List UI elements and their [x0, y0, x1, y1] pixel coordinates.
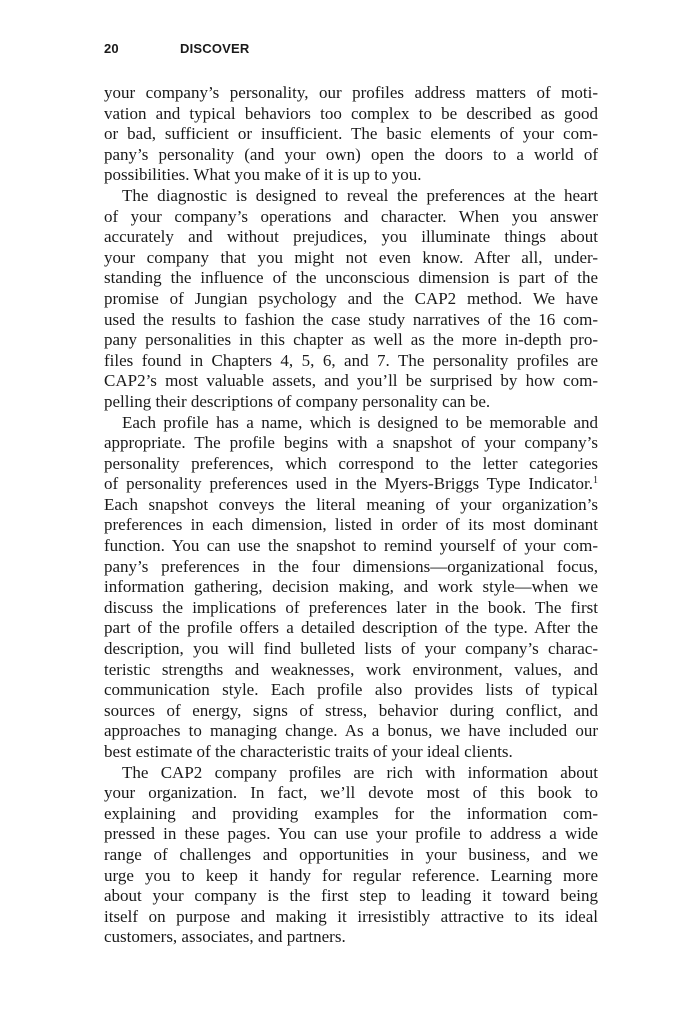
- text-line: your organization. In fact, we’ll devote most of this book to: [104, 783, 598, 803]
- text-line: part of the profile offers a detailed description of the type. After the: [104, 618, 598, 638]
- text-line: or bad, sufficient or insufficient. The basic elements of your com-: [104, 124, 598, 144]
- text-line: approaches to managing change. As a bonus, we have included our: [104, 721, 598, 741]
- text-line: discuss the implications of preferences later in the book. The first: [104, 597, 598, 617]
- section-title: DISCOVER: [180, 41, 250, 56]
- text-line: pressed in these pages. You can use your profile to address a wide: [104, 824, 598, 844]
- text-line: preferences in each dimension, listed in order of its most dominant: [104, 515, 598, 535]
- text-line: The CAP2 company profiles are rich with information about: [122, 762, 598, 782]
- text-line: personality preferences, which correspond to the letter categories: [104, 453, 598, 473]
- footnote-marker[interactable]: 1: [593, 475, 598, 487]
- text-line: files found in Chapters 4, 5, 6, and 7. The personality profiles are: [104, 350, 598, 370]
- paragraph: [104, 186, 598, 413]
- text-line: explaining and providing examples for the information com-: [104, 803, 598, 823]
- text-line: communication style. Each profile also provides lists of typical: [104, 680, 598, 700]
- text-line: The diagnostic is designed to reveal the preferences at the heart: [122, 185, 598, 205]
- text-line: sources of energy, signs of stress, behavior during conflict, and: [104, 700, 598, 720]
- text-line: vation and typical behaviors too complex to be described as good: [104, 103, 598, 123]
- text-line: pany personalities in this chapter as well as the more in-depth pro-: [104, 330, 598, 350]
- text-line: pelling their descriptions of company personality can be.: [104, 391, 491, 411]
- text-line: function. You can use the snapshot to remind yourself of your com-: [104, 536, 598, 556]
- body-text: [104, 83, 598, 948]
- text-line: pany’s preferences in the four dimensions—organizational focus,: [104, 556, 598, 576]
- text-line: CAP2’s most valuable assets, and you’ll be surprised by how com-: [104, 371, 598, 391]
- text-line: your company’s personality, our profiles address matters of moti-: [104, 83, 598, 102]
- text-line: appropriate. The profile begins with a snapshot of your company’s: [104, 433, 598, 453]
- text-line: customers, associates, and partners.: [104, 927, 346, 947]
- text-line: used the results to fashion the case study narratives of the 16 com-: [104, 309, 598, 329]
- text-line: Each snapshot conveys the literal meaning of your organization’s: [104, 494, 598, 514]
- page-number: 20: [104, 41, 119, 56]
- text-line: promise of Jungian psychology and the CAP2 method. We have: [104, 288, 598, 308]
- text-line: urge you to keep it handy for regular reference. Learning more: [104, 865, 598, 885]
- text-line: of your company’s operations and character. When you answer: [104, 206, 598, 226]
- text-line-with-footnote: [104, 474, 598, 495]
- text-line: of personality preferences used in the Myers-Briggs Type Indicator.: [104, 474, 593, 494]
- text-line: standing the influence of the unconscious dimension is part of the: [104, 268, 598, 288]
- text-line: Each profile has a name, which is designed to be memorable and: [122, 412, 598, 432]
- running-head: [104, 41, 250, 56]
- text-line: information gathering, decision making, and work style—when we: [104, 577, 598, 597]
- paragraph: [104, 763, 598, 948]
- text-line: range of challenges and opportunities in your business, and we: [104, 844, 598, 864]
- text-line: possibilities. What you make of it is up to you.: [104, 165, 422, 185]
- text-line: description, you will find bulleted lists of your company’s charac-: [104, 639, 598, 659]
- text-line: your company that you might not even know. After all, under-: [104, 247, 598, 267]
- text-line: accurately and without prejudices, you illuminate things about: [104, 227, 598, 247]
- text-line: about your company is the first step to leading it toward being: [104, 886, 598, 906]
- text-line: best estimate of the characteristic traits of your ideal clients.: [104, 742, 513, 761]
- text-line: teristic strengths and weaknesses, work environment, values, and: [104, 659, 598, 679]
- paragraph: [104, 413, 598, 763]
- text-line: pany’s personality (and your own) open the doors to a world of: [104, 144, 598, 164]
- paragraph: [104, 83, 598, 186]
- text-line: itself on purpose and making it irresistibly attractive to its ideal: [104, 906, 598, 926]
